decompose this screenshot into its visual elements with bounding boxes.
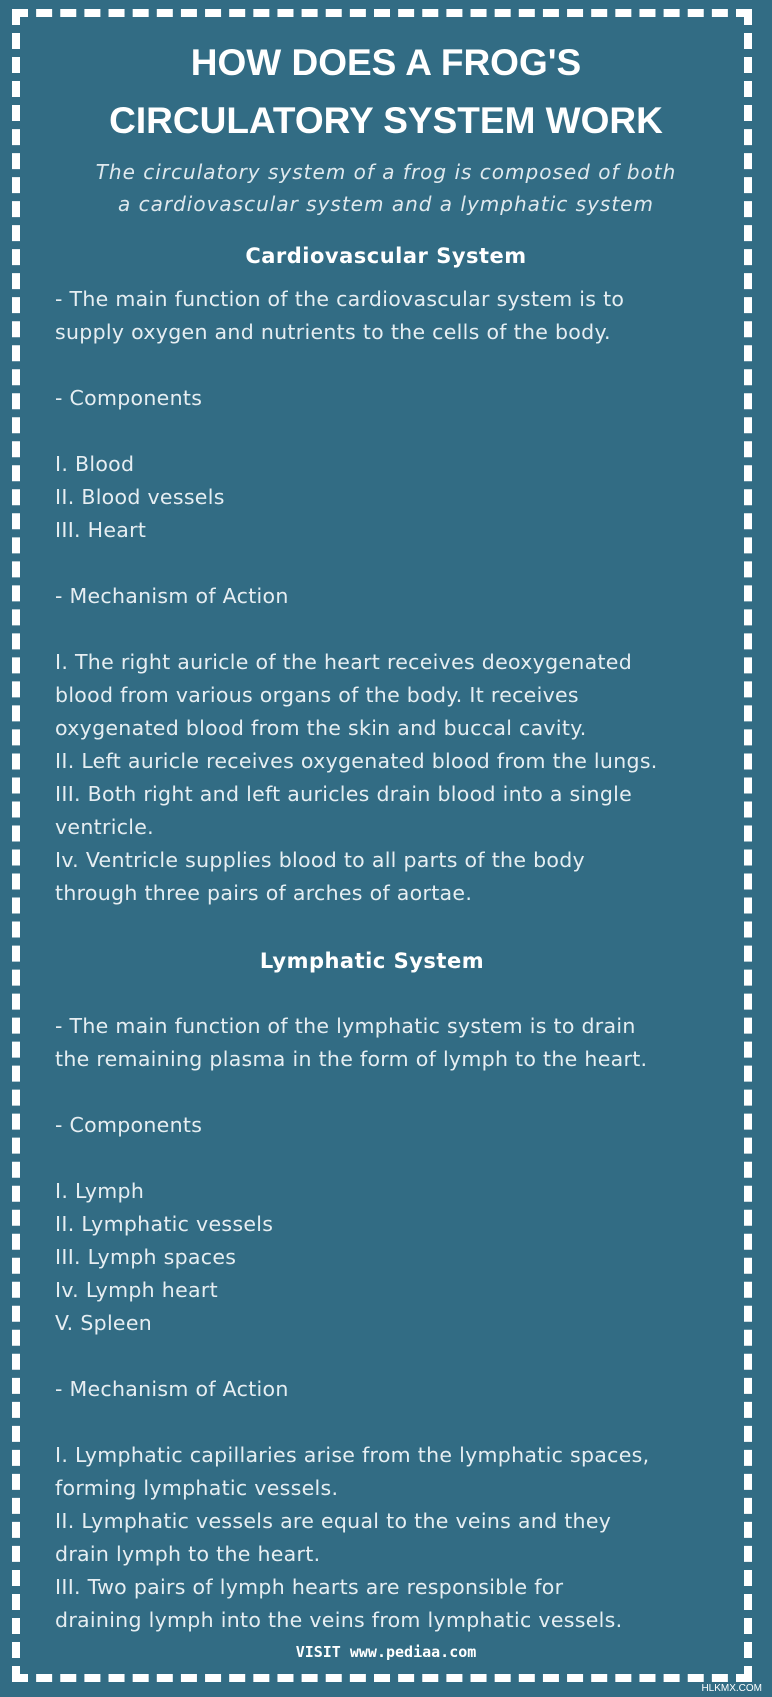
lymphatic-body: - The main function of the lymphatic system is to drain the remaining plasma in the form of lymph to the heart. - Components I. Lymph II. Lymphatic vessels III. Lymph spaces Iv. Lymph heart V. Spleen - Mechanism of Action I. Lymphatic capillaries arise from the lymphatic spaces, forming lymphatic vessels. II. Lymphatic vessels are equal to the veins and they drain lymph to the heart. III. Two pairs of lymph hearts are responsible for draining lymph into the veins from lymphatic vessels.	[55, 1014, 650, 1632]
cardiovascular-body: - The main function of the cardiovascular system is to supply oxygen and nutrients to the cells of the body. - Components I. Blood II. Blood vessels III. Heart - Mechanism of Action I. The right auricle of the heart receives deoxygenated blood from various organs of the body. It receives oxygenated blood from the skin and buccal cavity. II. Left auricle receives oxygenated blood from the lungs. III. Both right and left auricles drain blood into a single ventricle. Iv. Ventricle supplies blood to all parts of the body through three pairs of arches of aortae.	[55, 287, 658, 905]
lymphatic-heading: Lymphatic System	[259, 949, 485, 973]
cardiovascular-heading: Cardiovascular System	[245, 244, 527, 268]
page-subtitle: The circulatory system of a frog is composed of both a cardiovascular system and a lymphatic system	[95, 160, 677, 216]
watermark: HLKMX.COM	[701, 1683, 762, 1694]
page-title: HOW DOES A FROG'S CIRCULATORY SYSTEM WORK	[109, 42, 663, 141]
footer-visit-link[interactable]: VISIT www.pediaa.com	[295, 1643, 477, 1661]
